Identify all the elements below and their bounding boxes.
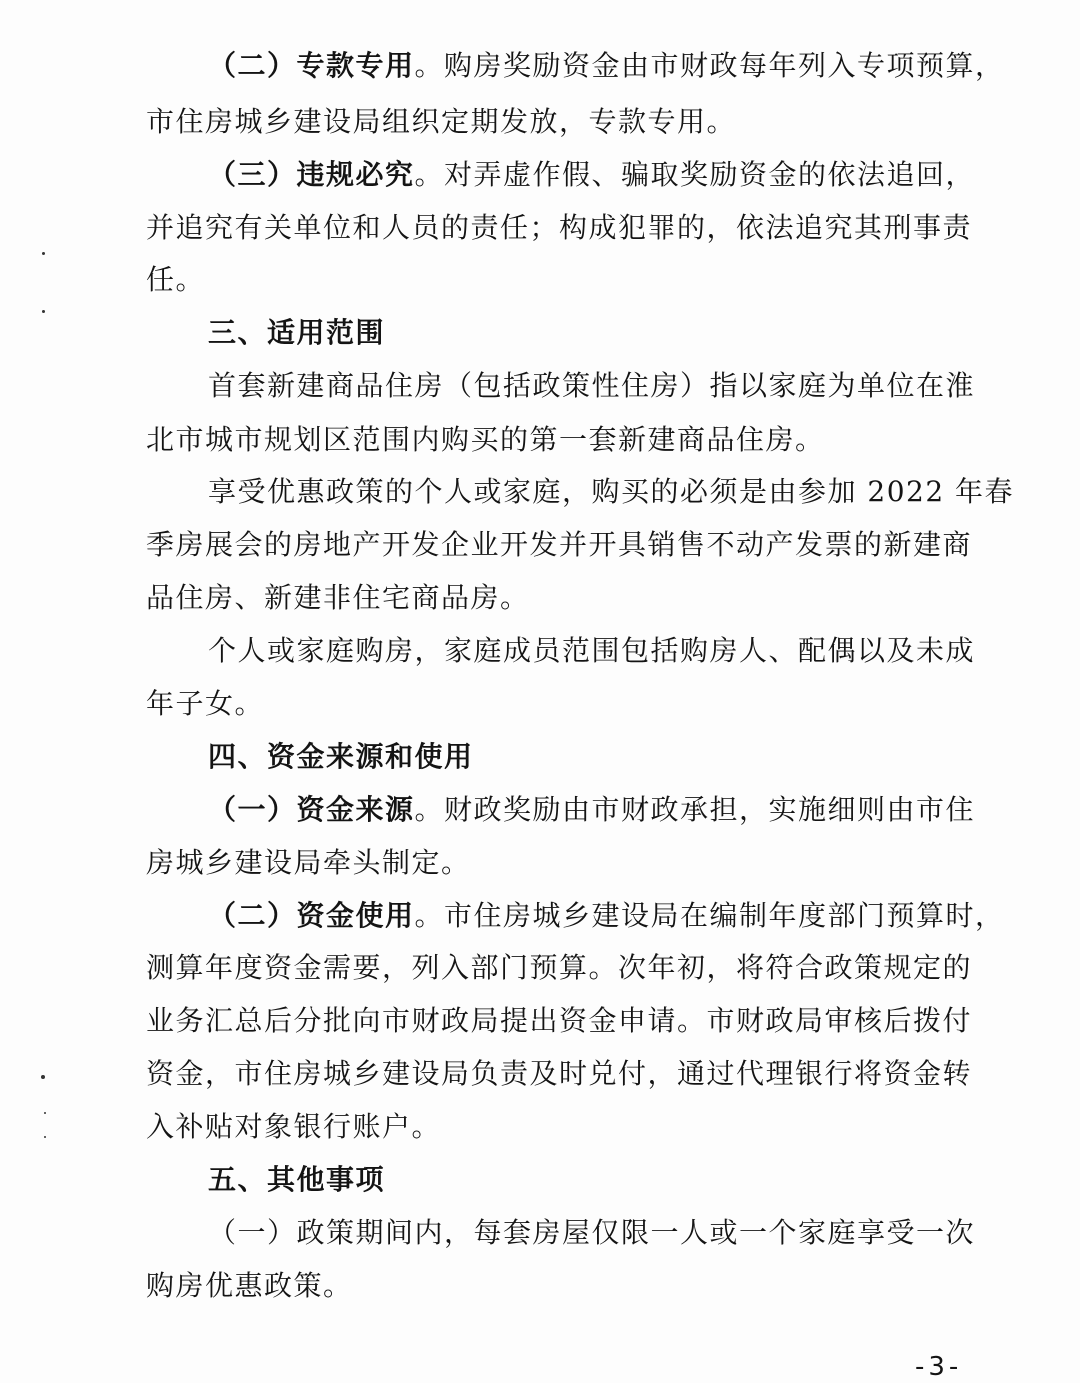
paragraph-line: 业务汇总后分批向市财政局提出资金申请。市财政局审核后拨付	[146, 1004, 973, 1037]
section-heading: 五、其他事项	[208, 1163, 386, 1196]
paragraph-line: 北市城市规划区范围内购买的第一套新建商品住房。	[146, 423, 825, 456]
scan-speck	[41, 1075, 45, 1079]
text-run: 。财政奖励由市财政承担，实施细则由市住	[414, 793, 976, 826]
paragraph-line	[208, 157, 976, 193]
paragraph-line: 房城乡建设局牵头制定。	[146, 846, 471, 879]
subsection-lead: （三）违规必究	[208, 158, 415, 191]
paragraph-line: 并追究有关单位和人员的责任；构成犯罪的，依法追究其刑事责	[146, 211, 973, 244]
paragraph-line: 测算年度资金需要，列入部门预算。次年初，将符合政策规定的	[146, 951, 973, 984]
paragraph-line: 购房优惠政策。	[146, 1269, 353, 1302]
subsection-lead: （一）资金来源	[208, 793, 415, 826]
paragraph-line: 享受优惠政策的个人或家庭，购买的必须是由参加 2022 年春	[208, 475, 1015, 508]
paragraph-line: 任。	[146, 263, 206, 296]
paragraph-line: 季房展会的房地产开发企业开发并开具销售不动产发票的新建商	[146, 528, 973, 561]
paragraph-line: 首套新建商品住房（包括政策性住房）指以家庭为单位在淮	[208, 369, 976, 402]
scan-speck	[42, 252, 45, 255]
paragraph-line: （一）政策期间内，每套房屋仅限一人或一个家庭享受一次	[208, 1216, 976, 1249]
paragraph-line: 年子女。	[146, 687, 265, 720]
paragraph-line	[208, 48, 1005, 84]
paragraph-line: 资金，市住房城乡建设局负责及时兑付，通过代理银行将资金转	[146, 1057, 973, 1090]
paragraph-line	[208, 792, 976, 828]
paragraph-line	[208, 898, 1005, 934]
scan-speck	[44, 1112, 46, 1114]
paragraph-line: 入补贴对象银行账户。	[146, 1110, 442, 1143]
subsection-lead: （二）专款专用	[208, 49, 415, 82]
text-run: 。市住房城乡建设局在编制年度部门预算时，	[414, 899, 1005, 932]
scan-speck	[44, 1136, 46, 1138]
paragraph-line: 个人或家庭购房，家庭成员范围包括购房人、配偶以及未成	[208, 634, 976, 667]
page-number: -3-	[915, 1352, 963, 1382]
section-heading: 三、适用范围	[208, 316, 386, 349]
text-run: 。购房奖励资金由市财政每年列入专项预算，	[414, 49, 1005, 82]
subsection-lead: （二）资金使用	[208, 899, 415, 932]
paragraph-line: 品住房、新建非住宅商品房。	[146, 581, 530, 614]
text-run: 。对弄虚作假、骗取奖励资金的依法追回，	[414, 158, 976, 191]
paragraph-line: 市住房城乡建设局组织定期发放，专款专用。	[146, 105, 737, 138]
scan-speck	[42, 310, 45, 313]
section-heading: 四、资金来源和使用	[208, 740, 474, 773]
